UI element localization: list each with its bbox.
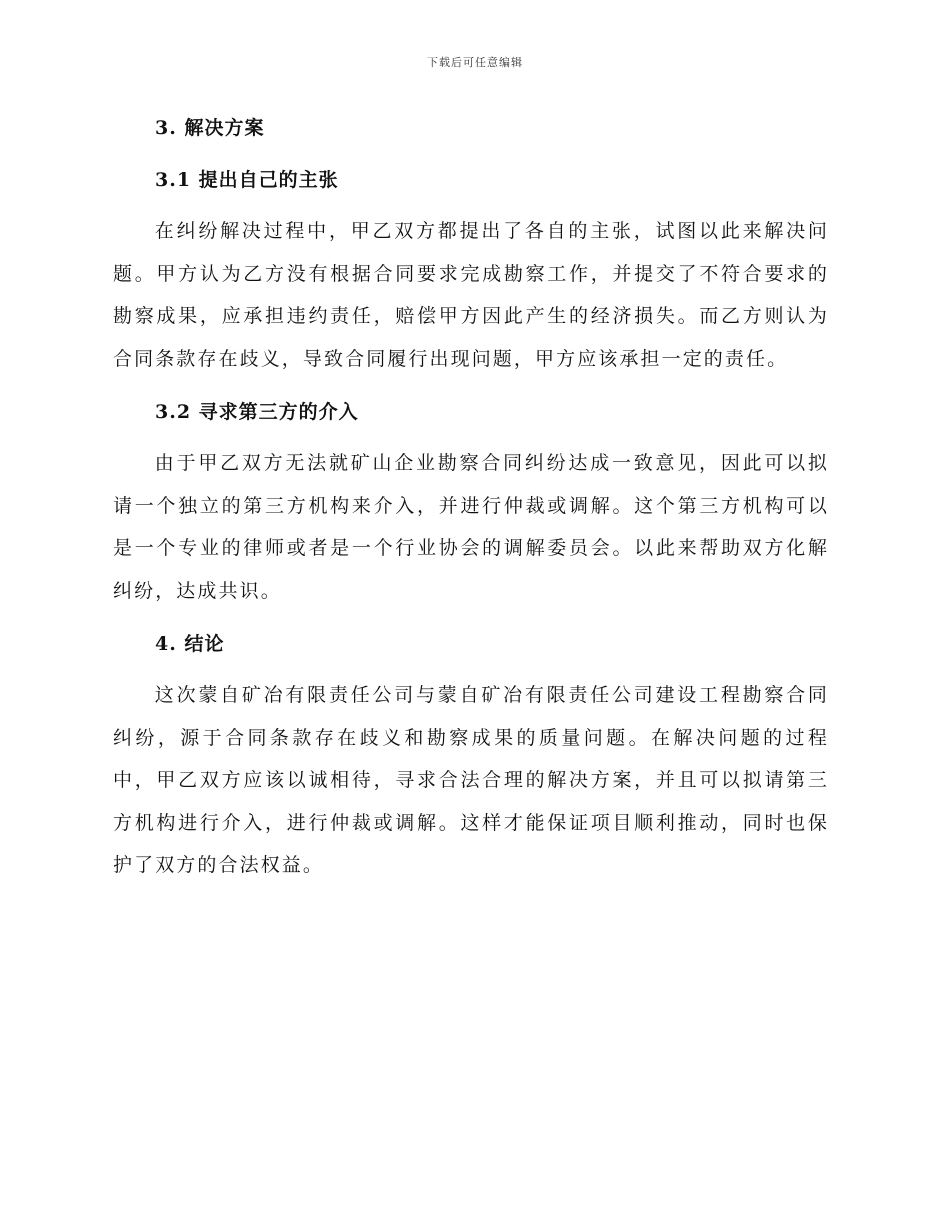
section-4-paragraph: 这次蒙自矿冶有限责任公司与蒙自矿冶有限责任公司建设工程勘察合同纠纷，源于合同条款存在歧义和勘察成果的质量问题。在解决问题的过程中，甲乙双方应该以诚相待，寻求合法合理的解决方案，并且可以拟请第三方机构进行介入，进行仲裁或调解。这样才能保证项目顺利推动，同时也保护了双方的合法权益。: [113, 684, 829, 876]
section-3-1-heading: 3.1 提出自己的主张: [155, 169, 339, 191]
section-3-heading: 3. 解决方案: [155, 117, 265, 139]
section-3-1-paragraph: 在纠纷解决过程中，甲乙双方都提出了各自的主张，试图以此来解决问题。甲方认为乙方没有根据合同要求完成勘察工作，并提交了不符合要求的勘察成果，应承担违约责任，赔偿甲方因此产生的经济损失。而乙方则认为合同条款存在歧义，导致合同履行出现问题，甲方应该承担一定的责任。: [113, 220, 829, 370]
section-3-2-heading: 3.2 寻求第三方的介入: [155, 401, 359, 423]
section-4-heading: 4. 结论: [155, 633, 225, 655]
page-header: 下载后可任意编辑: [427, 56, 523, 69]
document-body: [113, 108, 829, 887]
section-3-2-paragraph: 由于甲乙双方无法就矿山企业勘察合同纠纷达成一致意见，因此可以拟请一个独立的第三方机构来介入，并进行仲裁或调解。这个第三方机构可以是一个专业的律师或者是一个行业协会的调解委员会。以此来帮助双方化解纠纷，达成共识。: [113, 452, 829, 602]
